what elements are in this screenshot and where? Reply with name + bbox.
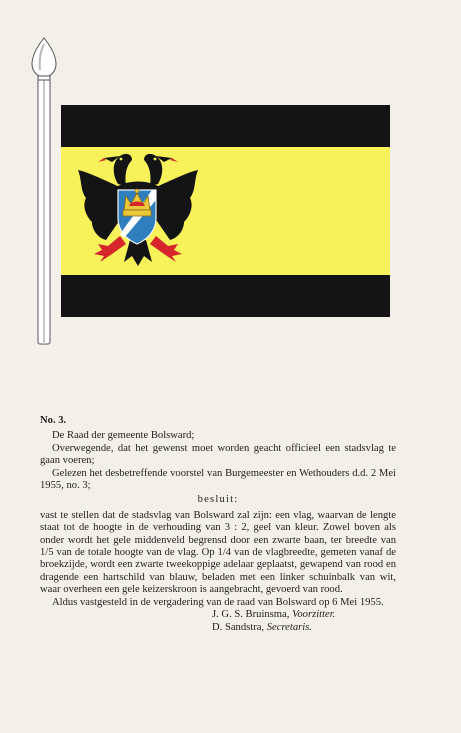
considering-paragraph: Overwegende, dat het gewenst moet worden geacht officieel een stadsvlag te gaan voeren; [40,442,396,467]
signature-secretary-name: D. Sandstra, [212,621,265,633]
flag-top-black-stripe [61,105,390,147]
council-line: De Raad der gemeente Bolsward; [52,430,195,442]
signature-chair-name: J. G. S. Bruinsma, [212,609,290,621]
flagpole [32,38,56,344]
pole-finial-icon [32,38,56,77]
signature-chair [212,609,396,621]
flag-illustration [0,0,461,360]
decision-body: vast te stellen dat de stadsvlag van Bolsward zal zijn: een vlag, waarvan de lengte staat tot de hoogte in de verhouding van 3 : 2, geel van kleur. Zowel boven als onder wordt het gele middenveld begrensd door een zwarte baan, ter breedte van 1/5 van de totale hoogte van de vlag. Op 1/4 van de vlagbreedte, gemeten vanaf de broekzijde, wordt een zwarte tweekoppige adelaar geplaatst, gewapend van rood en dragende een hartschild van blauw, beladen met een linker schuinbalk van wit, waar overheen een gele keizerskroon is aangebracht, gevoerd van rood. [40,509,396,596]
signature-secretary [212,622,396,634]
read-paragraph: Gelezen het desbetreffende voorstel van Burgemeester en Wethouders d.d. 2 Mei 1955, no. 3; [40,467,396,492]
flag-bottom-black-stripe [61,275,390,317]
decree-text [40,415,396,634]
signature-secretary-role: Secretaris. [266,621,312,633]
signature-chair-role: Voorzitter. [292,609,336,621]
decision-heading: besluit: [197,494,239,506]
closing-paragraph: Aldus vastgesteld in de vergadering van de raad van Bolsward op 6 Mei 1955. [52,596,384,608]
decree-number: No. 3. [40,415,67,426]
